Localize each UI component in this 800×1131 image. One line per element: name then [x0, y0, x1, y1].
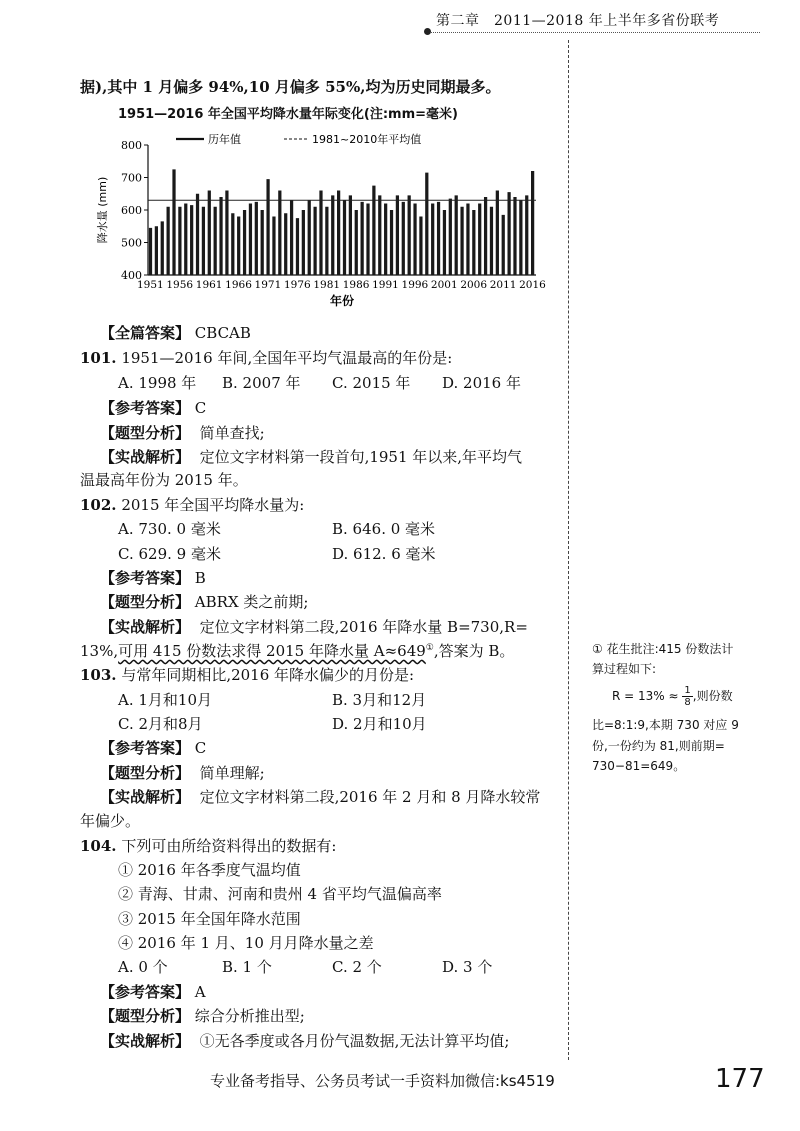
bar [443, 210, 446, 275]
bar [219, 197, 222, 275]
side-note-line4: 比=8:1:9,本期 730 对应 9 [592, 718, 739, 732]
x-tick-label: 1991 [372, 279, 399, 291]
y-tick-label: 800 [121, 139, 142, 152]
bar [408, 195, 411, 275]
fraction-numerator: 1 [684, 685, 691, 696]
bar [184, 204, 187, 276]
x-tick-label: 2006 [460, 279, 488, 291]
bar [513, 197, 516, 275]
q104-stem: 下列可由所给资料得出的数据有: [121, 837, 337, 855]
bar [290, 200, 293, 275]
q102-answer-tag: 【参考答案】 [100, 569, 191, 587]
q103-type-tag: 【题型分析】 [100, 764, 191, 782]
bar [172, 169, 175, 275]
q101-answer: C [194, 399, 207, 417]
bar [449, 199, 452, 275]
chapter-header: 第二章 2011—2018 年上半年多省份联考 [436, 13, 720, 29]
q103-analysis-tag: 【实战解析】 [100, 788, 191, 806]
q103-option-a: A. 1月和10月 [118, 691, 212, 709]
side-note-line6: 730−81=649。 [592, 759, 686, 773]
bar [272, 217, 275, 276]
q103-option-d: D. 2月和10月 [332, 715, 427, 733]
q101-type-tag: 【题型分析】 [100, 424, 191, 442]
bar [372, 186, 375, 275]
bar [278, 191, 281, 276]
bar [208, 191, 211, 276]
q104-type-tag: 【题型分析】 [100, 1007, 191, 1025]
bar [361, 202, 364, 275]
y-tick-label: 400 [121, 269, 142, 282]
q104-option-c: C. 2 个 [332, 958, 382, 976]
bar [472, 210, 475, 275]
bar [525, 195, 528, 275]
q103-analysis-1: 定位文字材料第二段,2016 年 2 月和 8 月降水较常 [199, 788, 541, 806]
q102-answer: B [194, 569, 206, 587]
y-tick-label: 600 [121, 204, 142, 217]
margin-separator [568, 40, 569, 1060]
bar [261, 210, 264, 275]
x-axis-label: 年份 [329, 294, 355, 308]
q102-option-c: C. 629. 9 毫米 [118, 545, 221, 563]
bar [255, 202, 258, 275]
full-answer-value: CBCAB [194, 324, 251, 342]
q101-answer-tag: 【参考答案】 [100, 399, 191, 417]
bar [455, 195, 458, 275]
x-tick-label: 1961 [195, 279, 223, 291]
bar [266, 179, 269, 275]
q102-option-d: D. 612. 6 毫米 [332, 545, 436, 563]
q104-item-3: ③ 2015 年全国年降水范围 [118, 910, 301, 928]
bar [325, 207, 328, 275]
side-note-line3a: R = 13% ≈ [612, 689, 679, 703]
q104-option-a: A. 0 个 [118, 958, 168, 976]
q102-option-a: A. 730. 0 毫米 [118, 520, 221, 538]
bar [190, 205, 193, 275]
q104-item-4: ④ 2016 年 1 月、10 月月降水量之差 [118, 934, 374, 952]
q101-analysis-tag: 【实战解析】 [100, 448, 191, 466]
x-tick-label: 1996 [401, 279, 429, 291]
side-note-line5: 份,一份约为 81,则前期= [592, 739, 725, 753]
q104-item-2: ② 青海、甘肃、河南和贵州 4 省平均气温偏高率 [118, 885, 442, 903]
q102-option-b: B. 646. 0 毫米 [332, 520, 436, 538]
bar [337, 191, 340, 276]
q103-option-b: B. 3月和12月 [332, 691, 427, 709]
q103-answer-tag: 【参考答案】 [100, 739, 191, 757]
bar [519, 200, 522, 275]
q102-analysis-2b: 可用 415 份数法求得 2015 年降水量 A≈649 [118, 642, 426, 660]
footnote-marker: ① [425, 643, 434, 653]
q104-analysis-1: ①无各季度或各月份气温数据,无法计算平均值; [199, 1032, 510, 1050]
q101-option-b: B. 2007 年 [222, 374, 301, 392]
q104-answer-tag: 【参考答案】 [100, 983, 191, 1001]
bar [178, 207, 181, 275]
bar [378, 195, 381, 275]
side-note-line3b: ,则份数 [692, 689, 733, 703]
bar [478, 204, 481, 276]
bar [425, 173, 428, 275]
q102-type-tag: 【题型分析】 [100, 593, 191, 611]
bar [437, 202, 440, 275]
bar [214, 207, 217, 275]
q101-analysis-1: 定位文字材料第一段首句,1951 年以来,年平均气 [199, 448, 523, 466]
y-tick-label: 700 [121, 171, 142, 185]
bar [284, 213, 287, 275]
legend-series: 历年值 [208, 133, 241, 146]
bar [243, 210, 246, 275]
bar [484, 197, 487, 275]
bar [196, 194, 199, 275]
bar [531, 171, 534, 275]
page-number: 177 [715, 1064, 765, 1094]
bar [466, 204, 469, 276]
bar [313, 207, 316, 275]
x-tick-label: 1976 [283, 279, 311, 291]
q101-option-c: C. 2015 年 [332, 374, 411, 392]
fraction-denominator: 8 [684, 697, 691, 708]
x-tick-label: 1951 [136, 279, 164, 291]
bar [249, 204, 252, 276]
x-tick-label: 2001 [430, 279, 458, 291]
bar [308, 200, 311, 275]
plot-area [121, 139, 546, 291]
bar [296, 218, 299, 275]
y-tick-label: 500 [121, 236, 142, 250]
q102-stem: 2015 年全国平均降水量为: [121, 496, 305, 514]
fraction [682, 685, 692, 708]
bar [202, 207, 205, 275]
q104-number: 104. [80, 837, 117, 855]
q103-option-c: C. 2月和8月 [118, 715, 203, 733]
full-answer-tag: 【全篇答案】 [100, 324, 191, 342]
bar [349, 195, 352, 275]
bar [490, 207, 493, 275]
bar [413, 204, 416, 276]
bar [237, 217, 240, 276]
footer-text: 专业备考指导、公务员考试一手资料加微信:ks4519 [210, 1072, 555, 1090]
bar [366, 204, 369, 276]
precipitation-chart [96, 125, 546, 325]
q104-type: 综合分析推出型; [194, 1007, 305, 1025]
q103-stem: 与常年同期相比,2016 年降水偏少的月份是: [121, 666, 415, 684]
x-tick-label: 1956 [166, 279, 194, 291]
q102-analysis-1: 定位文字材料第二段,2016 年降水量 B=730,R= [199, 618, 528, 636]
bar [161, 221, 164, 275]
x-tick-label: 2016 [519, 279, 546, 291]
y-axis-label: 降水量 (mm) [96, 176, 109, 244]
q104-option-d: D. 3 个 [442, 958, 493, 976]
legend-reference: 1981~2010年平均值 [312, 133, 422, 146]
chart-title: 1951—2016 年全国平均降水量年际变化(注:mm=毫米) [118, 107, 458, 122]
q101-stem: 1951—2016 年间,全国年平均气温最高的年份是: [121, 349, 453, 367]
q103-answer: C [194, 739, 207, 757]
bar [302, 210, 305, 275]
bar [384, 204, 387, 276]
q102-analysis-2a: 13%, [80, 642, 119, 660]
q102-analysis-2d: ,答案为 B。 [433, 642, 515, 660]
bar [225, 191, 228, 276]
bar [396, 195, 399, 275]
q102-analysis-tag: 【实战解析】 [100, 618, 191, 636]
bar [390, 210, 393, 275]
q104-item-1: ① 2016 年各季度气温均值 [118, 861, 301, 879]
q102-type: ABRX 类之前期; [194, 593, 309, 611]
bar [231, 213, 234, 275]
x-tick-label: 1966 [225, 279, 252, 291]
q103-number: 103. [80, 666, 117, 684]
side-note-line2: 算过程如下: [592, 662, 657, 676]
x-tick-label: 1986 [342, 279, 370, 291]
side-note-line1: ① 花生批注:415 份数法计 [592, 642, 734, 656]
bar [496, 191, 499, 276]
x-tick-label: 2011 [489, 279, 517, 291]
x-tick-label: 1971 [254, 279, 282, 291]
q104-analysis-tag: 【实战解析】 [100, 1032, 191, 1050]
q102-number: 102. [80, 496, 117, 514]
bar [502, 215, 505, 275]
bar [155, 226, 158, 275]
q101-option-a: A. 1998 年 [118, 374, 197, 392]
bar [419, 217, 422, 276]
bar [167, 207, 170, 275]
bar [355, 210, 358, 275]
q103-type: 简单理解; [199, 764, 265, 782]
q104-option-b: B. 1 个 [222, 958, 272, 976]
bar [507, 192, 510, 275]
bar [331, 195, 334, 275]
q101-number: 101. [80, 349, 117, 367]
q101-analysis-2: 温最高年份为 2015 年。 [80, 471, 248, 489]
bar [343, 200, 346, 275]
bar [402, 202, 405, 275]
q101-type: 简单查找; [199, 424, 265, 442]
x-tick-label: 1981 [313, 279, 341, 291]
intro-line: 据),其中 1 月偏多 94%,10 月偏多 55%,均为历史同期最多。 [80, 78, 501, 96]
bar [149, 228, 152, 275]
q103-analysis-2: 年偏少。 [80, 812, 141, 830]
bar [319, 191, 322, 276]
q104-answer: A [194, 983, 206, 1001]
bar [431, 204, 434, 276]
bar [460, 207, 463, 275]
header-rule [430, 32, 760, 33]
q101-option-d: D. 2016 年 [442, 374, 521, 392]
